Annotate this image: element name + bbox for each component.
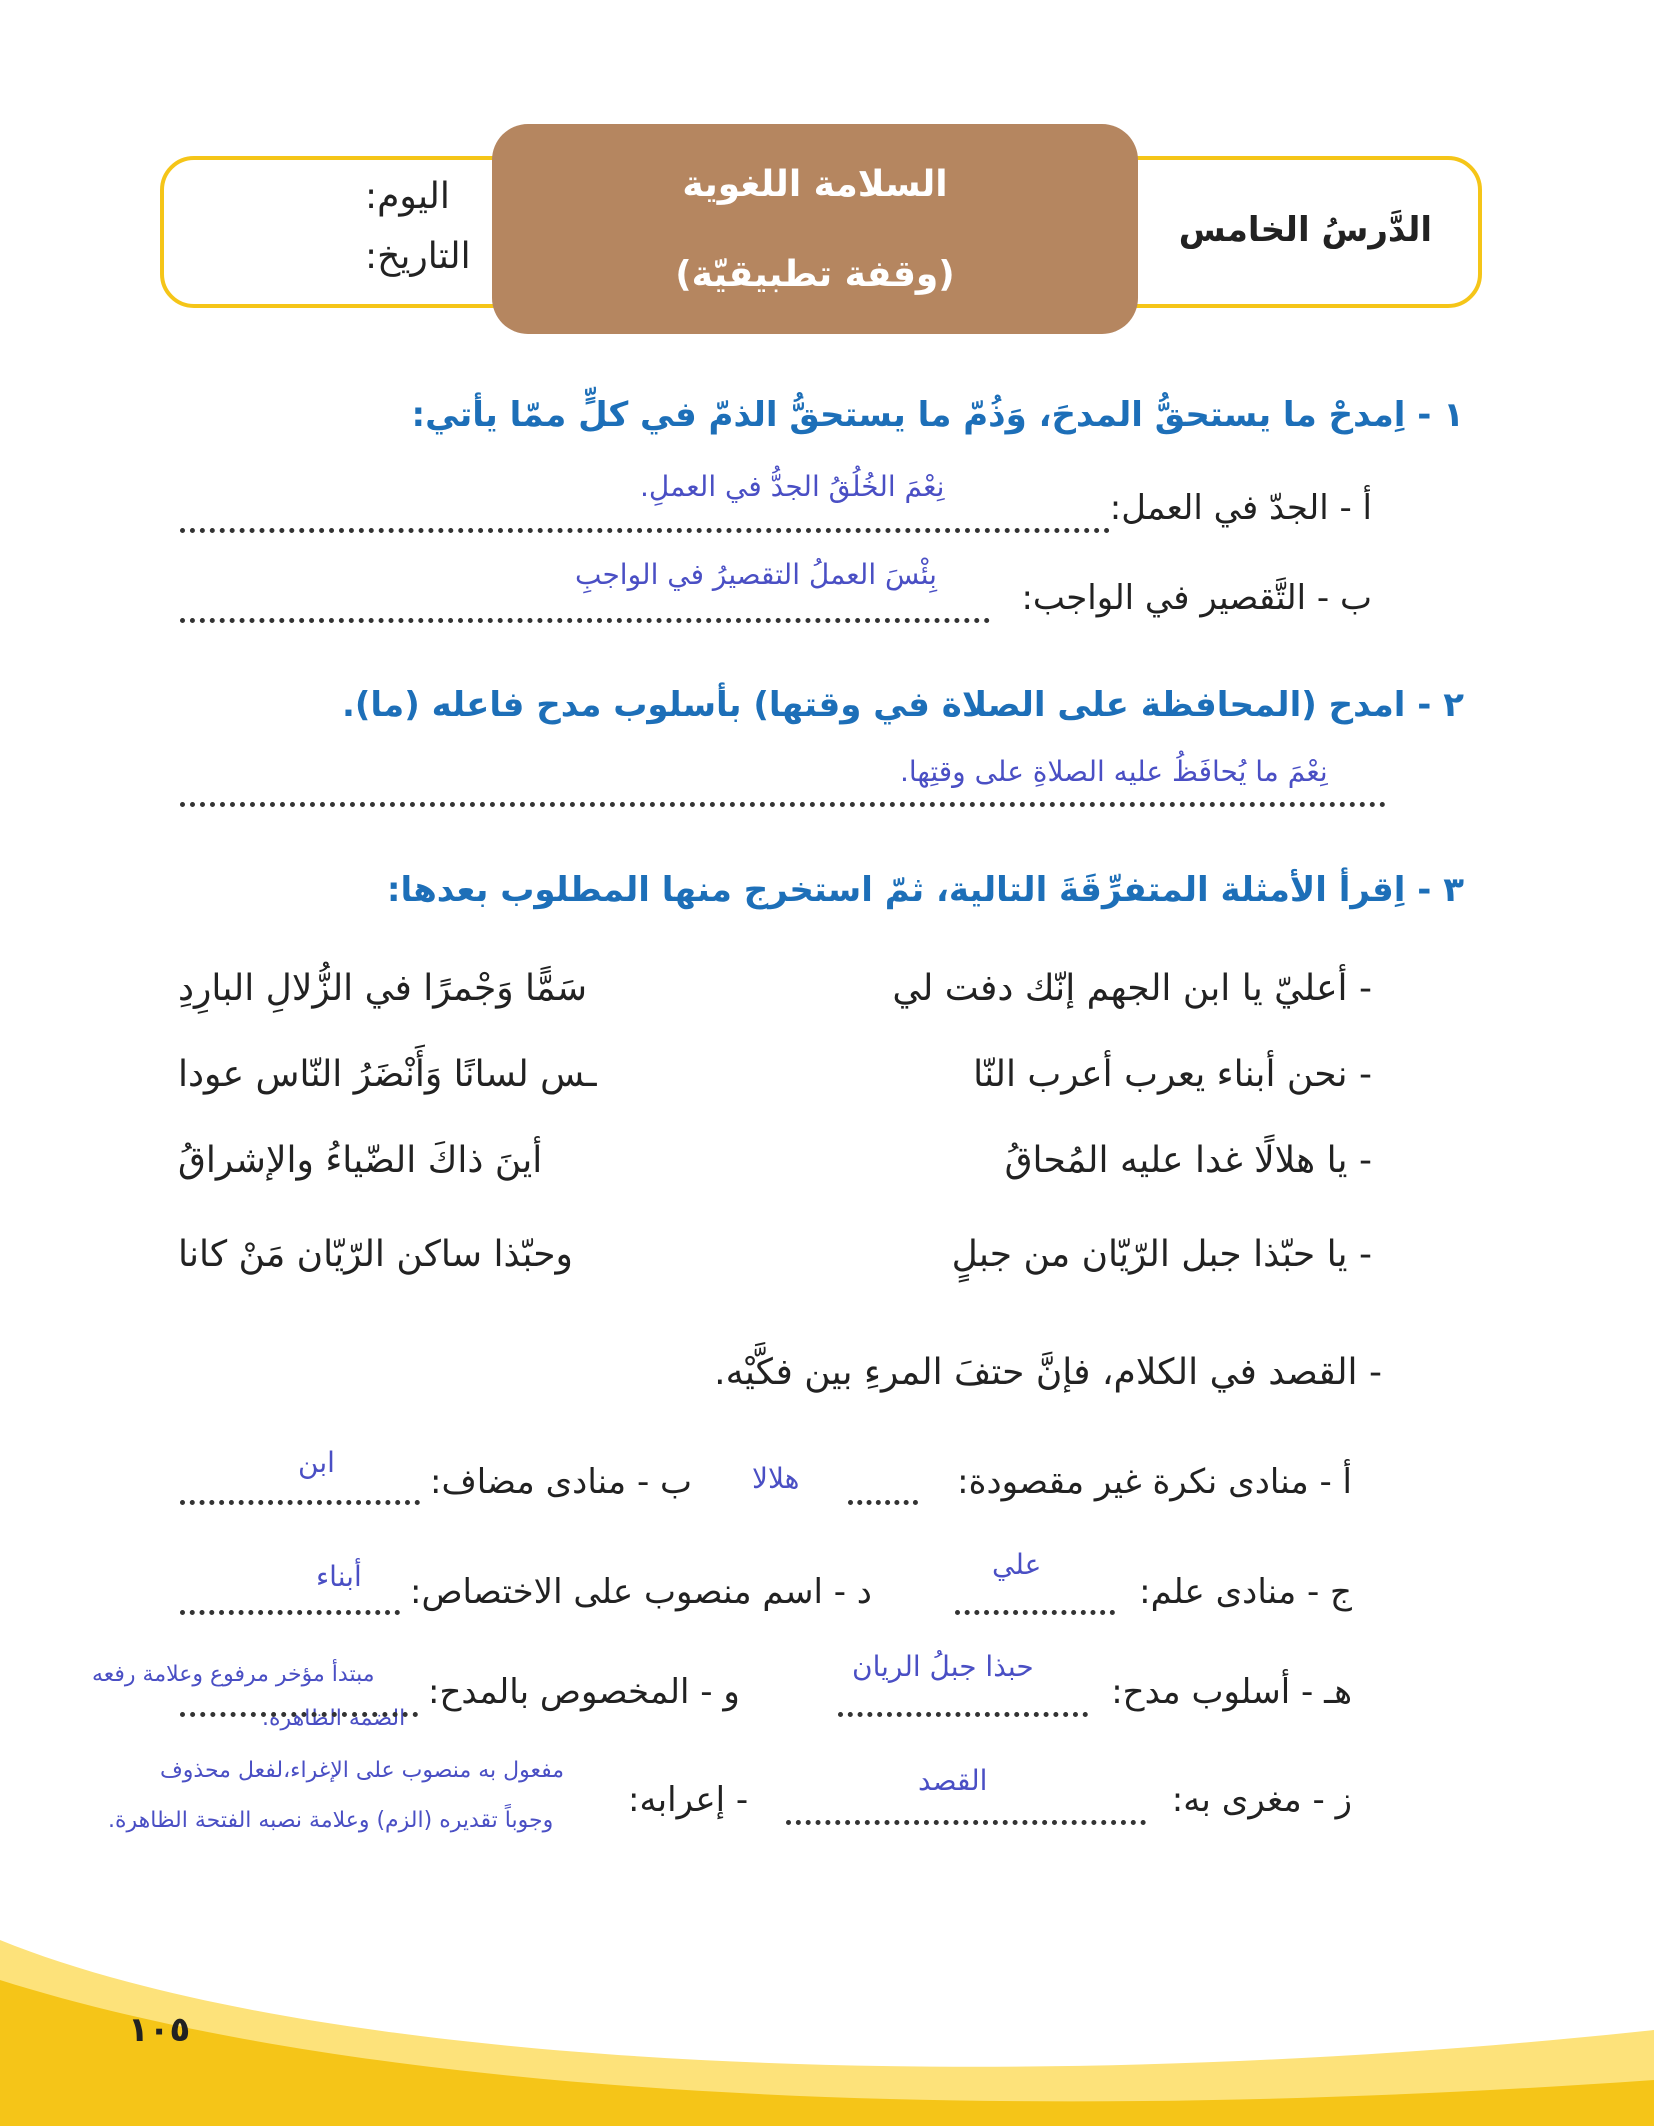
q3-h-answer: حبذا جبلُ الريان [852,1650,1034,1683]
footer-wave [0,1900,1654,2126]
question-1-title: ١ - اِمدحْ ما يستحقُّ المدحَ، وَذُمّ ما يستحقُّ الذمّ في كلٍّ ممّا يأتي: [411,395,1464,435]
page-number: ١٠٥ [128,2010,191,2050]
q3-w-answer-1: مبتدأ مؤخر مرفوع وعلامة رفعه [92,1662,375,1687]
q3-i-label: - إعرابه: [628,1780,749,1820]
day-label: اليوم: [365,176,450,217]
q1-a-answer-line [180,528,1110,533]
q3-a-answer-line [848,1500,918,1505]
q3-d-label: د - اسم منصوب على الاختصاص: [410,1572,872,1612]
q2-answer-line [180,802,1386,807]
lesson-subtitle: (وقفة تطبيقيّة) [675,254,955,295]
question-2-title: ٢ - امدح (المحافظة على الصلاة في وقتها) بأسلوب مدح فاعله (ما). [341,685,1464,725]
q3-z-answer-line [786,1820,1146,1825]
verse-3-first: - يا هلالًا غدا عليه المُحاقُ [1004,1140,1372,1181]
q1-b-label: ب - التَّقصير في الواجب: [1021,578,1372,618]
q1-a-label: أ - الجدّ في العمل: [1109,488,1372,528]
verse-1-first: - أعليّ يا ابن الجهم إنّك دفت لي [892,968,1372,1009]
verse-2-first: - نحن أبناء يعرب أعرب النّا [973,1054,1372,1095]
verse-3-second: أينَ ذاكَ الضّياءُ والإشراقُ [178,1140,543,1181]
q3-w-answer-2: الضمة الظاهرة. [262,1706,406,1731]
proverb: - القصد في الكلام، فإنَّ حتفَ المرءِ بين فكَّيْه. [714,1352,1382,1393]
verse-2-second: ـس لسانًا وَأَنْضَرُ النّاس عودا [178,1054,597,1095]
q3-b-answer: ابن [298,1446,335,1479]
verse-4-first: - يا حبّذا جبل الرّيّان من جبلٍ [951,1234,1372,1275]
q3-h-answer-line [838,1712,1088,1717]
date-label: التاريخ: [365,236,471,277]
q3-c-answer: علي [992,1548,1042,1581]
verse-4-second: وحبّذا ساكن الرّيّان مَنْ كانا [178,1234,573,1275]
lesson-title-box [492,124,1138,334]
q3-i-answer-2: وجوباً تقديره (الزم) وعلامة نصبه الفتحة الظاهرة. [108,1808,554,1833]
lesson-title: السلامة اللغوية [682,164,948,205]
q3-c-label: ج - منادى علم: [1139,1572,1352,1612]
q3-h-label: هـ - أسلوب مدح: [1111,1672,1352,1712]
q1-a-answer: نِعْمَ الخُلُقُ الجدُّ في العملِ. [640,470,945,503]
q3-a-answer: هلالا [752,1462,800,1495]
q3-b-answer-line [180,1500,420,1505]
q2-answer: نِعْمَ ما يُحافَظُ عليه الصلاةِ على وقتِها. [900,755,1328,788]
q3-z-answer: القصد [918,1764,988,1797]
q3-w-label: و - المخصوص بالمدح: [428,1672,740,1712]
q3-d-answer: أبناء [316,1560,362,1593]
question-3-title: ٣ - اِقرأ الأمثلة المتفرِّقَةَ التالية، ثمّ استخرج منها المطلوب بعدها: [386,870,1464,910]
q1-b-answer: بِئْسَ العملُ التقصيرُ في الواجبِ [575,558,937,591]
lesson-number: الدَّرسُ الخامس [1178,210,1432,250]
q3-i-answer-1: مفعول به منصوب على الإغراء،لفعل محذوف [160,1758,565,1783]
q1-b-answer-line [180,618,990,623]
q3-z-label: ز - مغرى به: [1171,1780,1352,1820]
q3-b-label: ب - منادى مضاف: [430,1462,693,1502]
q3-d-answer-line [180,1610,400,1615]
q3-w-answer-line [180,1712,418,1717]
verse-1-second: سَمًّا وَجْمرًا في الزُّلالِ البارِدِ [178,968,587,1009]
q3-c-answer-line [955,1610,1115,1615]
q3-a-label: أ - منادى نكرة غير مقصودة: [957,1462,1352,1502]
